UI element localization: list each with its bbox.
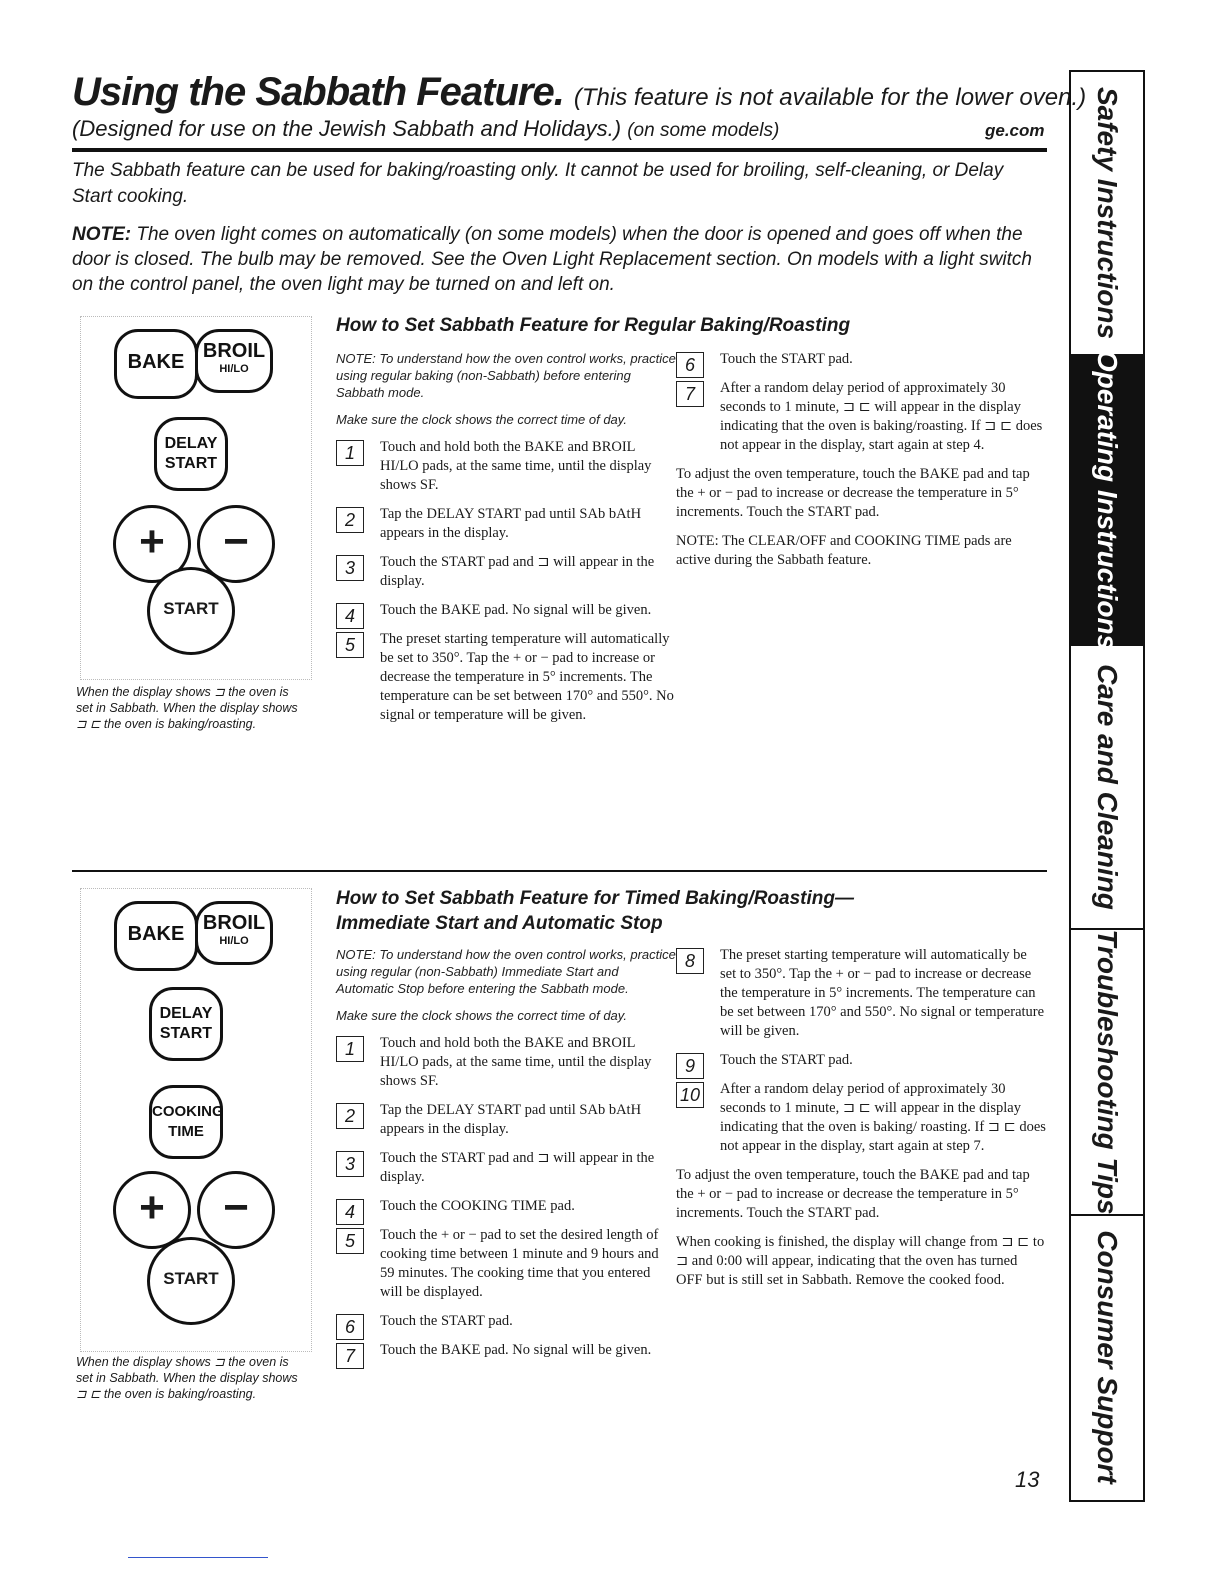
page-subtitle — [72, 116, 779, 142]
delay-start-button: DELAY START — [154, 417, 228, 491]
section2-adjust: To adjust the oven temperature, touch the BAKE pad and tap the + or − pad to increase or decrease the temperature in 5° increments. Touch the START pad. — [676, 1167, 1030, 1221]
section2-step: 3 Touch the START pad and ⊐ will appear in the display. — [336, 1149, 676, 1187]
plus-button: + — [113, 505, 191, 583]
bake-button: BAKE — [114, 329, 198, 399]
section2-note: NOTE: To understand how the oven control works, practice using regular (non-Sabbath) Immediate Start and Automatic Stop before entering the Sabbath mode. — [336, 947, 676, 996]
section2-step: 10 After a random delay period of approximately 30 seconds to 1 minute, ⊐ ⊏ will appear in the display indicating that the oven is baking/ roasting. If ⊐ ⊏ does not appear in the display, start again at step 7. — [676, 1080, 1046, 1156]
side-tabs — [1069, 70, 1145, 1502]
bake-button: BAKE — [114, 901, 198, 971]
header-rule — [72, 148, 1047, 152]
section1-step: 2 Tap the DELAY START pad until SAb bAtH appears in the display. — [336, 505, 676, 543]
tab-troubleshooting-tips[interactable]: Troubleshooting Tips — [1071, 930, 1143, 1216]
keypad-illustration — [80, 316, 312, 680]
title-note: (This feature is not available for the lower oven.) — [573, 84, 1087, 111]
page-number: 13 — [1015, 1467, 1040, 1492]
section1-clock: Make sure the clock shows the correct time of day. — [336, 412, 627, 427]
minus-button: − — [197, 1171, 275, 1249]
tab-operating-instructions[interactable]: Operating Instructions — [1071, 356, 1143, 646]
section1-step: 4 Touch the BAKE pad. No signal will be given. — [336, 601, 676, 620]
delay-start-button: DELAY START — [149, 987, 223, 1061]
tab-consumer-support[interactable]: Consumer Support — [1092, 1230, 1123, 1484]
section2-step: 2 Tap the DELAY START pad until SAb bAtH appears in the display. — [336, 1101, 676, 1139]
section2-step: 8 The preset starting temperature will automatically be set to 350°. Tap the + or − pad to increase or decrease the temperature in 5° increments. The temperature can be set between 170° and 550°. No signal or temperature will be given. — [676, 946, 1046, 1041]
keypad-illustration-timed — [80, 888, 312, 1352]
tab-care-and-cleaning[interactable]: Care and Cleaning — [1071, 646, 1143, 930]
site-link[interactable]: ge.com — [985, 121, 1045, 140]
cooking-time-button: COOKING TIME — [149, 1085, 223, 1159]
section2-clock: Make sure the clock shows the correct time of day. — [336, 1008, 627, 1023]
tab-safety-instructions[interactable]: Safety Instructions — [1071, 72, 1143, 356]
note-text: The oven light comes on automatically (on some models) when the door is opened and goes off when the door is closed. The bulb may be removed. See the Oven Light Replacement section. On models with a light switch on the control panel, the oven light may be turned on and left on. — [72, 224, 1032, 295]
broil-button: BROIL HI/LO — [195, 329, 273, 393]
keypad-caption-timed: When the display shows ⊐ the oven is set in Sabbath. When the display shows ⊐ ⊏ the oven is baking/roasting. — [76, 1355, 298, 1401]
section-divider — [72, 870, 1047, 872]
section1-final-note: NOTE: The CLEAR/OFF and COOKING TIME pads are active during the Sabbath feature. — [676, 533, 1012, 568]
section2-step: 1 Touch and hold both the BAKE and BROIL HI/LO pads, at the same time, until the display shows SF. — [336, 1034, 676, 1091]
section1-title: How to Set Sabbath Feature for Regular Baking/Roasting — [336, 315, 851, 336]
intro-text: The Sabbath feature can be used for baking/roasting only. It cannot be used for broiling, self-cleaning, or Delay Start cooking. — [72, 160, 1004, 207]
section2-step: 4 Touch the COOKING TIME pad. — [336, 1197, 676, 1216]
start-button: START — [147, 567, 235, 655]
section1-step: 5 The preset starting temperature will automatically be set to 350°. Tap the + or − pad to increase or decrease the temperature in 5° increments. The temperature can be set between 170° and 550°. No signal or temperature will be given. — [336, 630, 676, 725]
intro-note — [72, 222, 1047, 297]
section1-col-right — [676, 350, 1046, 580]
section2-step: 5 Touch the + or − pad to set the desired length of cooking time between 1 minute and 9 hours and 59 minutes. The cooking time that you entered will be displayed. — [336, 1226, 676, 1302]
page-title — [72, 70, 1086, 115]
section2-step: 9 Touch the START pad. — [676, 1051, 1046, 1070]
section1-step: 7 After a random delay period of approximately 30 seconds to 1 minute, ⊐ ⊏ will appear in the display indicating that the oven is baking/roasting. If ⊐ ⊏ does not appear in the display, start again at step 4. — [676, 379, 1046, 455]
section1-step: 1 Touch and hold both the BAKE and BROIL HI/LO pads, at the same time, until the display shows SF. — [336, 438, 676, 495]
subtitle-note: (on some models) — [627, 120, 780, 141]
minus-button: − — [197, 505, 275, 583]
start-button: START — [147, 1237, 235, 1325]
section2-finish: When cooking is finished, the display will change from ⊐ ⊏ to ⊐ and 0:00 will appear, indicating that the oven has turned OFF but is still set in Sabbath. Remove the cooked food. — [676, 1234, 1045, 1288]
broil-button: BROIL HI/LO — [195, 901, 273, 965]
title-main: Using the Sabbath Feature. — [72, 70, 564, 114]
bottom-line — [128, 1557, 268, 1558]
section1-adjust: To adjust the oven temperature, touch the BAKE pad and tap the + or − pad to increase or decrease the temperature in 5° increments. Touch the START pad. — [676, 466, 1030, 520]
section2-title: How to Set Sabbath Feature for Timed Baking/Roasting— Immediate Start and Automatic Stop — [336, 888, 854, 934]
section1-step: 3 Touch the START pad and ⊐ will appear in the display. — [336, 553, 676, 591]
keypad-caption: When the display shows ⊐ the oven is set in Sabbath. When the display shows ⊐ ⊏ the oven is baking/roasting. — [76, 685, 298, 731]
plus-button: + — [113, 1171, 191, 1249]
note-label: NOTE: — [72, 224, 132, 245]
subtitle-main: (Designed for use on the Jewish Sabbath and Holidays.) — [72, 116, 622, 141]
section1-note: NOTE: To understand how the oven control works, practice using regular baking (non-Sabbath) before entering Sabbath mode. — [336, 351, 676, 400]
section1-step: 6 Touch the START pad. — [676, 350, 1046, 369]
section2-col-right — [676, 946, 1046, 1300]
section2-step: 6 Touch the START pad. — [336, 1312, 676, 1331]
section2-col-left — [336, 946, 676, 1370]
section2-step: 7 Touch the BAKE pad. No signal will be given. — [336, 1341, 676, 1360]
section1-col-left — [336, 350, 676, 735]
